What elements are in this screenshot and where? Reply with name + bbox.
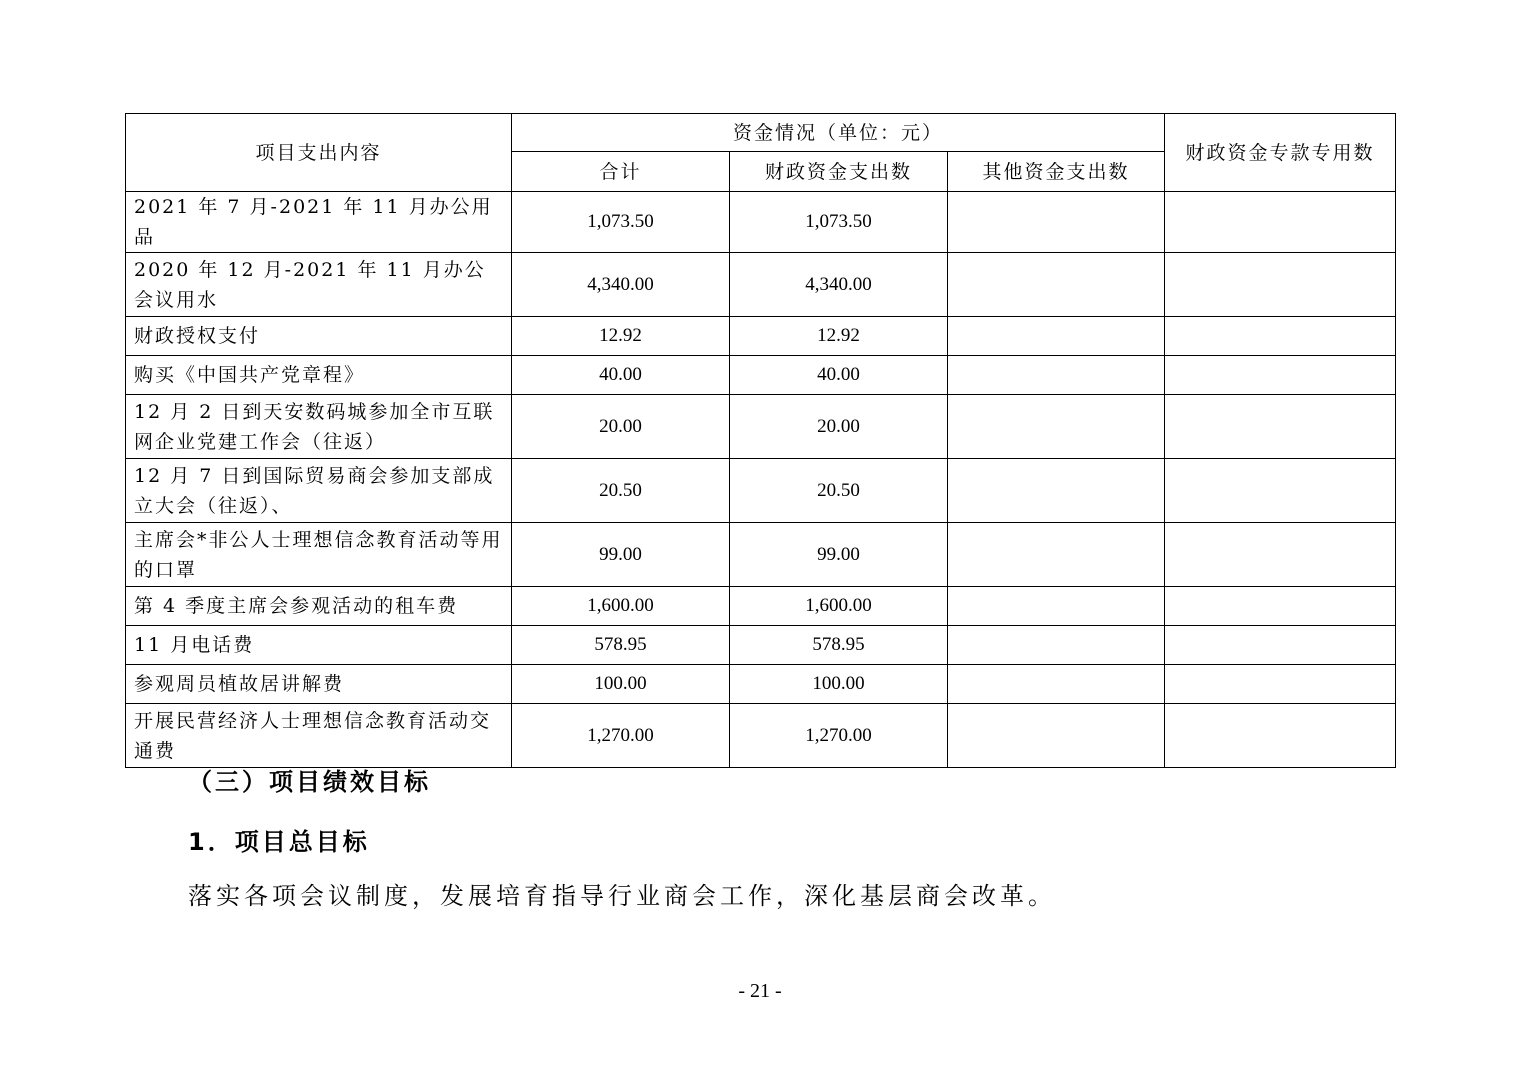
row-fiscal: 1,600.00: [730, 587, 948, 626]
row-item: 主席会*非公人士理想信念教育活动等用的口罩: [126, 523, 512, 587]
header-item-column: 项目支出内容: [126, 114, 512, 192]
table-row: [126, 253, 1396, 317]
table-row: [126, 356, 1396, 395]
sub-heading: 1．项目总目标: [188, 828, 370, 856]
row-item: 11 月电话费: [126, 626, 512, 665]
row-special: [1165, 253, 1396, 317]
row-other: [948, 587, 1165, 626]
table-header-row: [126, 114, 1396, 152]
row-fiscal: 1,073.50: [730, 192, 948, 253]
row-total: 100.00: [512, 665, 730, 704]
table-row: [126, 192, 1396, 253]
row-special: [1165, 626, 1396, 665]
row-fiscal: 12.92: [730, 317, 948, 356]
row-total: 40.00: [512, 356, 730, 395]
row-item: 12 月 2 日到天安数码城参加全市互联网企业党建工作会（往返）: [126, 395, 512, 459]
table-row: [126, 523, 1396, 587]
row-total: 12.92: [512, 317, 730, 356]
table-row: [126, 587, 1396, 626]
row-total: 1,073.50: [512, 192, 730, 253]
row-total: 20.50: [512, 459, 730, 523]
row-special: [1165, 317, 1396, 356]
row-other: [948, 192, 1165, 253]
row-total: 1,600.00: [512, 587, 730, 626]
row-special: [1165, 587, 1396, 626]
row-special: [1165, 356, 1396, 395]
row-other: [948, 704, 1165, 768]
header-other-expenditure: 其他资金支出数: [948, 152, 1165, 192]
row-fiscal: 1,270.00: [730, 704, 948, 768]
header-total: 合计: [512, 152, 730, 192]
header-fiscal-expenditure: 财政资金支出数: [730, 152, 948, 192]
row-other: [948, 459, 1165, 523]
expenditure-table: [125, 113, 1396, 768]
row-item: 第 4 季度主席会参观活动的租车费: [126, 587, 512, 626]
table-row: [126, 704, 1396, 768]
row-fiscal: 100.00: [730, 665, 948, 704]
row-total: 20.00: [512, 395, 730, 459]
page-number: - 21 -: [738, 980, 782, 1002]
row-fiscal: 40.00: [730, 356, 948, 395]
row-fiscal: 99.00: [730, 523, 948, 587]
row-total: 99.00: [512, 523, 730, 587]
table-row: [126, 317, 1396, 356]
row-total: 4,340.00: [512, 253, 730, 317]
row-special: [1165, 704, 1396, 768]
header-funds-group: 资金情况（单位：元）: [512, 114, 1165, 152]
row-special: [1165, 395, 1396, 459]
row-item: 参观周员植故居讲解费: [126, 665, 512, 704]
row-fiscal: 20.50: [730, 459, 948, 523]
body-paragraph: 落实各项会议制度，发展培育指导行业商会工作，深化基层商会改革。: [188, 882, 1056, 910]
row-special: [1165, 523, 1396, 587]
row-other: [948, 626, 1165, 665]
table-row: [126, 626, 1396, 665]
row-other: [948, 317, 1165, 356]
row-other: [948, 253, 1165, 317]
row-special: [1165, 459, 1396, 523]
table-row: [126, 665, 1396, 704]
row-other: [948, 356, 1165, 395]
row-fiscal: 20.00: [730, 395, 948, 459]
row-item: 购买《中国共产党章程》: [126, 356, 512, 395]
row-other: [948, 665, 1165, 704]
section-heading: （三）项目绩效目标: [188, 768, 431, 796]
row-other: [948, 395, 1165, 459]
row-special: [1165, 192, 1396, 253]
row-other: [948, 523, 1165, 587]
row-item: 2021 年 7 月-2021 年 11 月办公用品: [126, 192, 512, 253]
row-item: 财政授权支付: [126, 317, 512, 356]
row-item: 12 月 7 日到国际贸易商会参加支部成立大会（往返）、: [126, 459, 512, 523]
header-special-use: 财政资金专款专用数: [1165, 114, 1396, 192]
row-item: 开展民营经济人士理想信念教育活动交通费: [126, 704, 512, 768]
table-row: [126, 459, 1396, 523]
row-special: [1165, 665, 1396, 704]
row-total: 578.95: [512, 626, 730, 665]
row-fiscal: 578.95: [730, 626, 948, 665]
table-row: [126, 395, 1396, 459]
row-total: 1,270.00: [512, 704, 730, 768]
row-item: 2020 年 12 月-2021 年 11 月办公会议用水: [126, 253, 512, 317]
row-fiscal: 4,340.00: [730, 253, 948, 317]
